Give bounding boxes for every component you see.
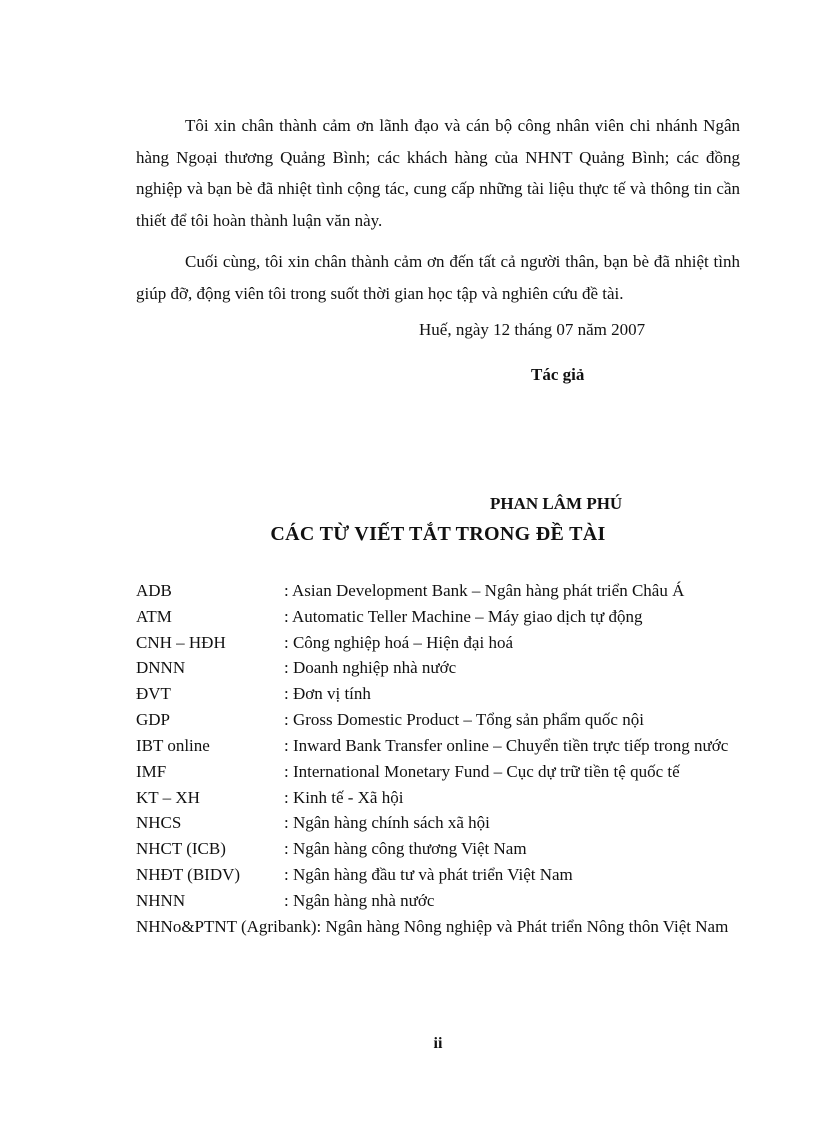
abbreviation-term: GDP: [136, 709, 171, 729]
abbreviation-row: [136, 655, 740, 681]
signature-role: Tác giả: [531, 365, 585, 384]
abbreviation-term: KT – XH: [136, 787, 200, 807]
abbreviation-term: IMF: [136, 761, 167, 781]
abbreviation-wrapped-entry: [136, 733, 740, 759]
abbreviation-definition: : Gross Domestic Product – Tổng sản phẩm quốc nội: [284, 709, 644, 729]
abbreviation-row: [136, 862, 740, 888]
abbreviation-term: NHNN: [136, 890, 186, 910]
abbreviation-row: [136, 707, 740, 733]
abbreviation-term: ATM: [136, 606, 172, 626]
abbreviation-definition: : Doanh nghiệp nhà nước: [284, 658, 457, 678]
abbreviation-definition: : Ngân hàng công thương Việt Nam: [284, 839, 527, 859]
acknowledgement-paragraph-1-text: Tôi xin chân thành cảm ơn lãnh đạo và cán bộ công nhân viên chi nhánh Ngân hàng Ngoại thương Quảng Bình; các khách hàng của NHNT Quảng Bình; các đồng nghiệp và bạn bè đã nhiệt tình cộng tác, cung cấp những tài liệu thực tế và thông tin cần thiết để tôi hoàn thành luận văn này.: [136, 116, 740, 230]
abbreviation-row: [136, 604, 740, 630]
abbreviation-definition: : Kinh tế - Xã hội: [284, 787, 404, 807]
abbreviation-definition: : Công nghiệp hoá – Hiện đại hoá: [284, 632, 513, 652]
abbreviation-term: NHĐT (BIDV): [136, 864, 241, 884]
abbreviation-wrapped-entry: [136, 914, 740, 940]
abbreviation-row: [136, 888, 740, 914]
abbreviation-definition: : Automatic Teller Machine – Máy giao dịch tự động: [284, 606, 643, 626]
abbreviation-row: [136, 578, 740, 604]
page-number: ii: [433, 1035, 443, 1052]
abbreviation-term: ĐVT: [136, 684, 171, 704]
abbreviation-row: [136, 810, 740, 836]
abbreviation-row: [136, 914, 740, 940]
abbreviation-definition: Ngân hàng Nông nghiệp và Phát triển Nông thôn Việt Nam: [325, 916, 729, 936]
abbreviations-title: CÁC TỪ VIẾT TẮT TRONG ĐỀ TÀI: [270, 523, 606, 545]
abbreviation-term: NHCT (ICB): [136, 839, 226, 859]
abbreviation-term: NHCS: [136, 813, 182, 833]
abbreviation-row: [136, 836, 740, 862]
abbreviation-definition: : Asian Development Bank – Ngân hàng phát triển Châu Á: [284, 581, 685, 600]
abbreviation-row: [136, 759, 740, 785]
abbreviation-term: IBT online: [136, 735, 210, 755]
abbreviation-definition: : Ngân hàng nhà nước: [284, 890, 435, 910]
abbreviation-definition: : Ngân hàng đầu tư và phát triển Việt Nam: [284, 864, 573, 884]
abbreviation-definition: : Inward Bank Transfer online – Chuyển tiền trực tiếp trong nước: [284, 735, 729, 755]
acknowledgement-paragraph-1: [136, 110, 740, 236]
abbreviation-definition: : Đơn vị tính: [284, 684, 371, 704]
abbreviation-row: [136, 681, 740, 707]
abbreviation-row: [136, 630, 740, 656]
abbreviation-term: ADB: [136, 581, 172, 600]
abbreviation-term: CNH – HĐH: [136, 632, 226, 652]
abbreviation-row: [136, 785, 740, 811]
abbreviation-row: [136, 733, 740, 759]
abbreviation-term: DNNN: [136, 658, 186, 678]
acknowledgement-paragraph-2-text: Cuối cùng, tôi xin chân thành cảm ơn đến tất cả người thân, bạn bè đã nhiệt tình giúp đỡ, động viên tôi trong suốt thời gian học tập và nghiên cứu đề tài.: [136, 252, 740, 303]
abbreviation-definition: : International Monetary Fund – Cục dự trữ tiền tệ quốc tế: [284, 761, 680, 781]
signature-date: Huế, ngày 12 tháng 07 năm 2007: [419, 320, 646, 339]
abbreviation-term: NHNo&PTNT (Agribank):: [136, 916, 322, 936]
abbreviations-list: [136, 578, 740, 940]
acknowledgement-paragraph-2: [136, 246, 740, 309]
abbreviation-definition: : Ngân hàng chính sách xã hội: [284, 813, 490, 833]
signature-name: PHAN LÂM PHÚ: [490, 494, 623, 513]
